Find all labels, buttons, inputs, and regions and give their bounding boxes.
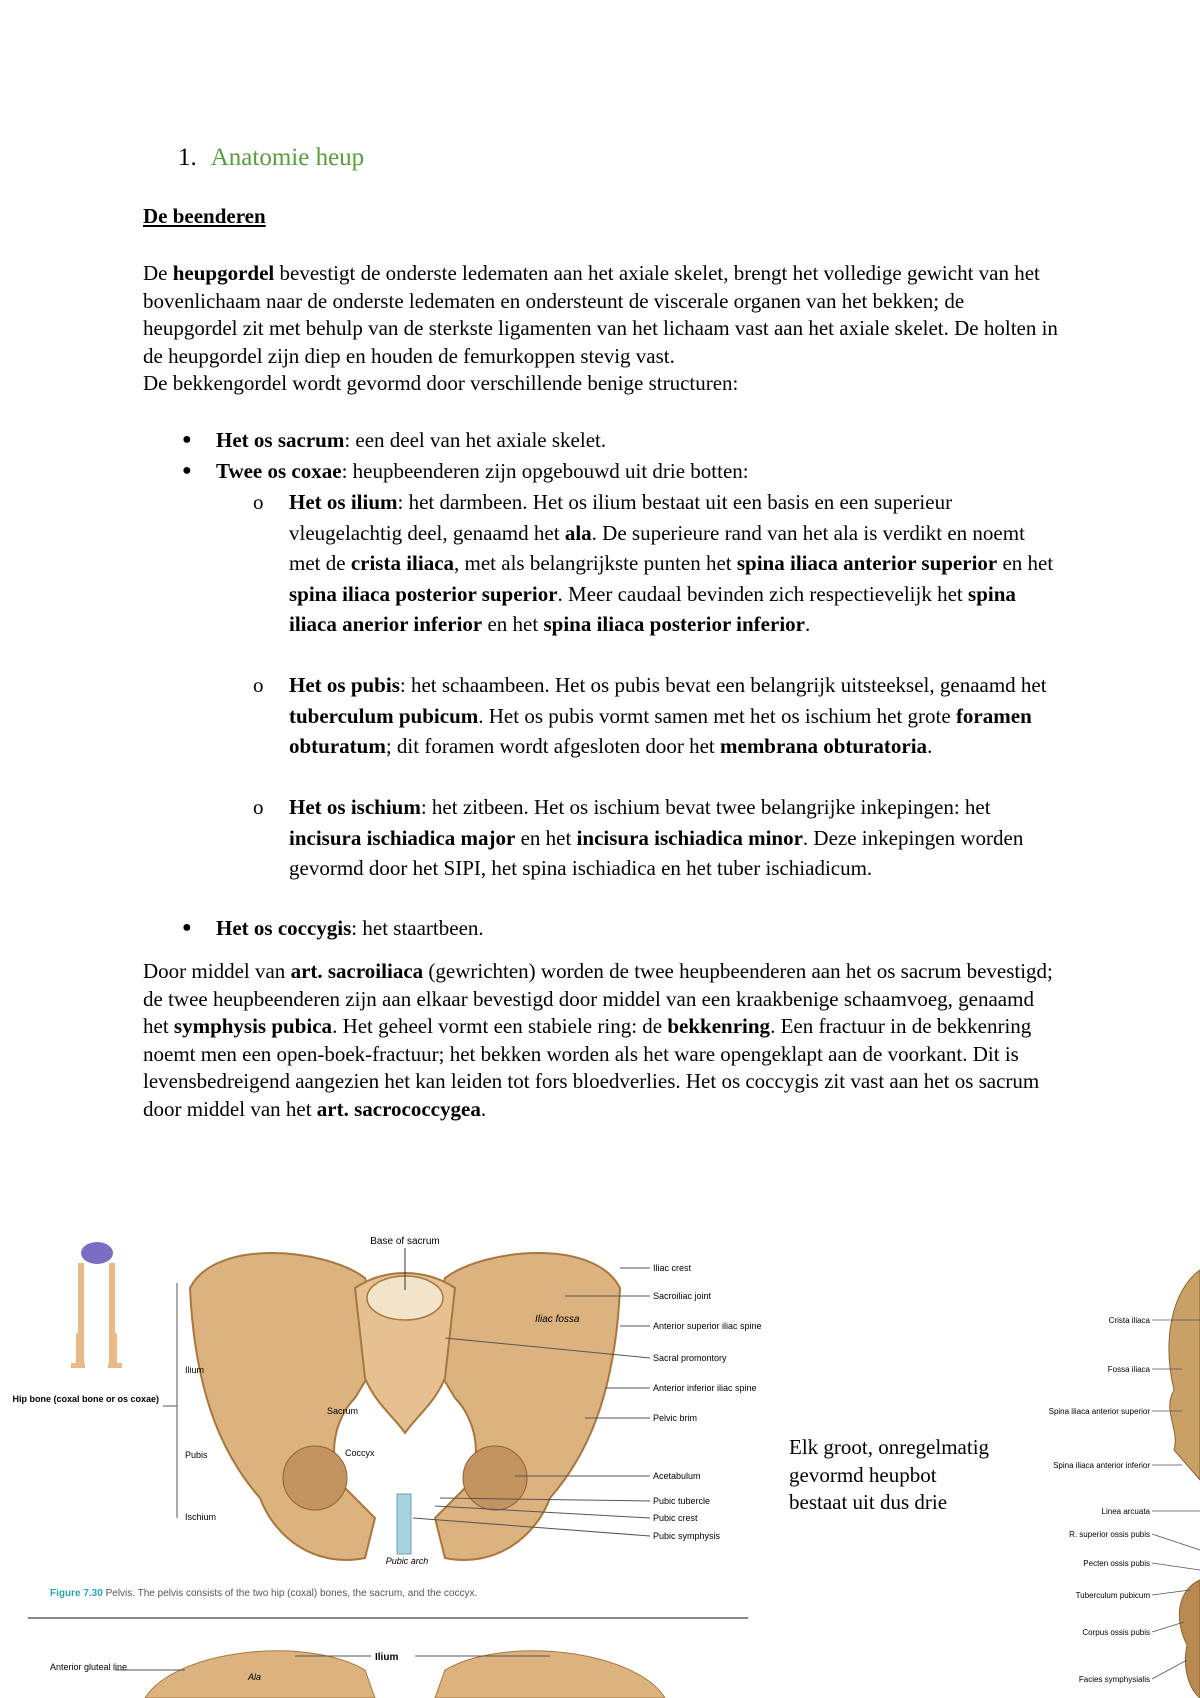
intro-text-3: De bekkengordel wordt gevormd door verschillende benige structuren: <box>143 371 739 396</box>
outro-paragraph <box>143 958 1058 1124</box>
intro-text-2: bevestigt de onderste ledematen aan het axiale skelet, brengt het volledige gewicht van het bovenlichaam naar de onderste ledematen en ondersteunt de viscerale organen van het bekken; de heupgordel zit met behulp van de sterkste ligamenten van het lichaam vast aan het axiale skelet. De holten in de heupgordel zijn diep en houden de femurkoppen stevig vast. <box>143 261 1058 368</box>
bullet-coxae <box>216 456 1076 487</box>
label-pubis: Pubis <box>185 1450 208 1460</box>
intro-bold: heupgordel <box>172 261 275 285</box>
bold: incisura ischiadica major <box>289 825 516 850</box>
label-ischium: Ischium <box>185 1512 217 1522</box>
heading-number: 1. <box>178 144 197 171</box>
caption-number: Figure 7.30 <box>50 1588 103 1599</box>
hip-bone-figure <box>1048 1250 1200 1698</box>
text: en het <box>482 612 544 636</box>
label-corpus: Corpus ossis pubis <box>1082 1628 1150 1637</box>
label-anterior-gluteal-line: Anterior gluteal line <box>50 1662 128 1672</box>
bullet-bold: Twee os coxae <box>216 459 342 483</box>
text: en het <box>997 551 1054 575</box>
label-iliac-fossa: Iliac fossa <box>535 1314 580 1325</box>
label-facies: Facies symphysialis <box>1078 1675 1150 1684</box>
text: . Een fractuur in de bekkenring noemt men een open-boek-fractuur; het bekken worden als het ware opengeklapt aan de voorkant. Dit is levensbedreigend aangezien het kan leiden tot fors bloedverlies. Het os coccygis zit vast aan het os sacrum door middel van het <box>143 1014 1040 1121</box>
pelvis-figure <box>12 1228 762 1608</box>
subbullet-ischium <box>289 792 1059 884</box>
label-sias: Spina iliaca anterior superior <box>1048 1407 1150 1416</box>
bold: foramen obturatum <box>289 703 1032 758</box>
intro-paragraph <box>143 260 1058 398</box>
text: Door middel van <box>143 959 291 983</box>
label-ilium: Ilium <box>185 1365 205 1375</box>
bullet-text: : heupbeenderen zijn opgebouwd uit drie botten: <box>341 459 749 483</box>
bold: Het os ischium <box>289 795 421 819</box>
circle-bullet-icon: o <box>253 490 264 514</box>
bold: Het os ilium <box>289 490 398 514</box>
label-sacroiliac-joint: Sacroiliac joint <box>653 1291 712 1301</box>
pelvis-figure-2 <box>45 1640 705 1698</box>
bullet-sacrum <box>216 425 1076 456</box>
figure-divider <box>28 1617 748 1619</box>
label-linea-arcuata: Linea arcuata <box>1101 1507 1150 1516</box>
bold: spina iliaca anterior superior <box>736 551 998 575</box>
subbullet-pubis <box>289 670 1059 762</box>
section-heading <box>178 144 364 172</box>
text: . Meer caudaal bevinden zich respectievelijk het <box>557 581 969 606</box>
label-ilium-2: Ilium <box>375 1652 399 1663</box>
bullet-bold: Het os coccygis <box>216 916 352 940</box>
label-base-sacrum: Base of sacrum <box>370 1236 440 1247</box>
bullet-icon: ● <box>182 919 192 936</box>
label-ala: Ala <box>248 1672 262 1682</box>
bold: spina iliaca anerior inferior <box>289 581 1016 636</box>
figure-caption <box>50 1588 477 1599</box>
bold: ala <box>564 520 592 545</box>
circle-bullet-icon: o <box>253 795 264 819</box>
intro-text: De <box>143 261 173 285</box>
bold: art. sacrococcygea <box>316 1096 481 1121</box>
bullet-icon: ● <box>182 462 192 479</box>
text: . Deze inkepingen worden gevormd door het SIPI, het spina ischiadica en het tuber ischiadicum. <box>289 825 1024 880</box>
label-acetabulum: Acetabulum <box>653 1471 701 1481</box>
bold: symphysis pubica <box>173 1014 333 1039</box>
text: ; dit foramen wordt afgesloten door het <box>385 734 720 758</box>
label-pubic-symphysis: Pubic symphysis <box>653 1531 721 1541</box>
bold: incisura ischiadica minor <box>576 825 803 850</box>
label-sacrum: Sacrum <box>327 1406 359 1416</box>
label-r-superior: R. superior ossis pubis <box>1069 1530 1150 1539</box>
text: , met als belangrijkste punten het <box>454 551 737 575</box>
label-asis: Anterior superior iliac spine <box>653 1321 762 1331</box>
text: . Het os pubis vormt samen met het os ischium het grote <box>478 703 956 728</box>
text: . <box>804 612 811 636</box>
subbullet-ilium <box>289 487 1059 640</box>
text: . Het geheel vormt een stabiele ring: de <box>332 1014 668 1039</box>
text: . De superieure rand van het ala is verdikt en noemt met de <box>289 520 1025 575</box>
skeleton-thumbnail-icon <box>71 1242 122 1368</box>
subheading: De beenderen <box>143 204 266 228</box>
circle-bullet-icon: o <box>253 673 264 697</box>
text: en het <box>515 825 577 850</box>
label-iliac-crest: Iliac crest <box>653 1263 692 1273</box>
text: : het darmbeen. Het os ilium bestaat uit een basis en een superieur vleugelachtig deel, genaamd het <box>289 490 953 545</box>
label-siai: Spina iliaca anterior inferior <box>1053 1461 1150 1470</box>
label-fossa-iliaca: Fossa iliaca <box>1107 1365 1150 1374</box>
label-pecten: Pecten ossis pubis <box>1083 1559 1150 1568</box>
bold: crista iliaca <box>350 551 455 575</box>
bullet-bold: Het os sacrum <box>216 428 345 452</box>
bold: tuberculum pubicum <box>289 703 479 728</box>
bullet-icon: ● <box>182 431 192 448</box>
label-tuberculum: Tuberculum pubicum <box>1075 1591 1150 1600</box>
label-pubic-tubercle: Pubic tubercle <box>653 1496 711 1506</box>
label-hip-bone: Hip bone (coxal bone or os coxae) <box>12 1394 159 1404</box>
caption-text: Pelvis. The pelvis consists of the two hip (coxal) bones, the sacrum, and the coccyx. <box>102 1588 478 1599</box>
label-sacral-promontory: Sacral promontory <box>653 1353 727 1363</box>
text: : het schaambeen. Het os pubis bevat een belangrijk uitsteeksel, genaamd het <box>399 673 1047 697</box>
label-pubic-crest: Pubic crest <box>653 1513 698 1523</box>
text: . <box>927 734 933 758</box>
label-pubic-arch: Pubic arch <box>385 1556 429 1566</box>
bold: bekkenring <box>667 1014 771 1039</box>
bullet-coccygis <box>216 913 1076 944</box>
label-coccyx: Coccyx <box>345 1448 375 1458</box>
label-pelvic-brim: Pelvic brim <box>653 1413 698 1423</box>
text: (gewrichten) worden de twee heupbeenderen aan het os sacrum bevestigd; de twee heupbeenderen zijn aan elkaar bevestigd door middel van een kraakbenige schaamvoeg, genaamd het <box>143 959 1053 1039</box>
bold: Het os pubis <box>289 673 400 697</box>
label-aiis: Anterior inferior iliac spine <box>653 1383 757 1393</box>
pelvis-drawing <box>190 1253 620 1560</box>
side-note: Elk groot, onregelmatig gevormd heupbot bestaat uit dus drie <box>789 1435 990 1514</box>
bullet-text: : een deel van het axiale skelet. <box>344 428 607 452</box>
text: : het zitbeen. Het os ischium bevat twee belangrijke inkepingen: het <box>420 795 991 819</box>
bold: spina iliaca posterior inferior <box>543 612 805 636</box>
bold: art. sacroiliaca <box>290 959 424 983</box>
bullet-text: : het staartbeen. <box>351 916 484 940</box>
heading-title: Anatomie heup <box>210 144 365 171</box>
bold: membrana obturatoria <box>720 734 928 758</box>
bold: spina iliaca posterior superior <box>289 581 558 606</box>
label-crista-iliaca: Crista iliaca <box>1108 1316 1150 1325</box>
text: . <box>480 1096 487 1121</box>
